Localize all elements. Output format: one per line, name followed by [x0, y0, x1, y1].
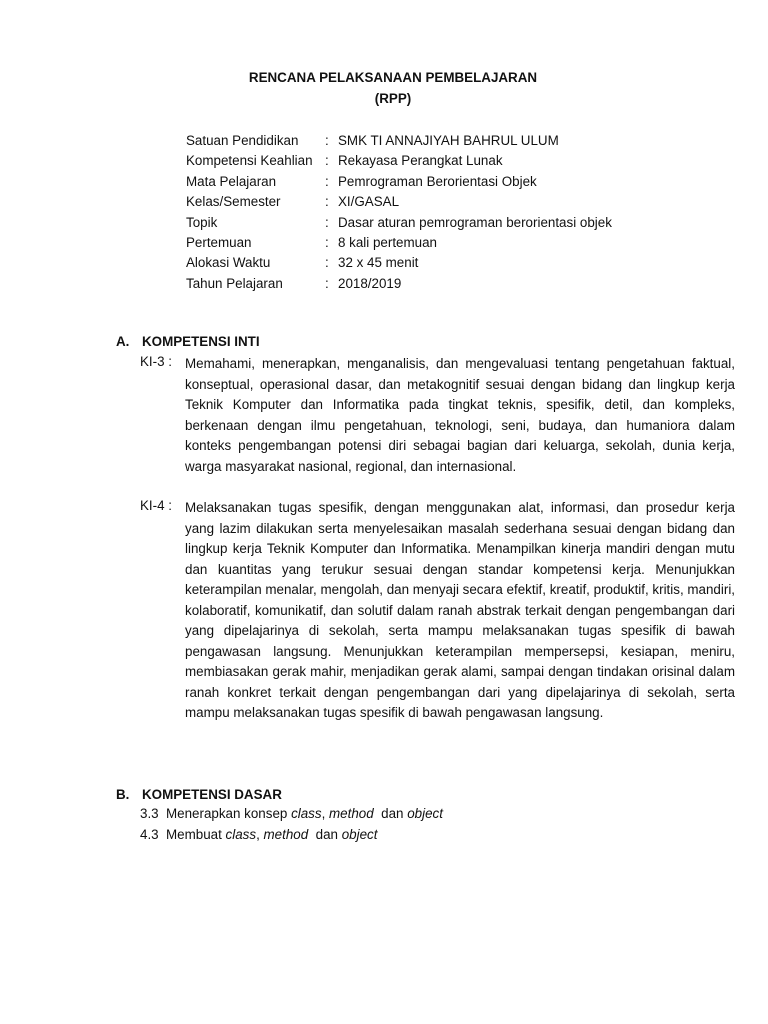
identity-value: XI/GASAL	[338, 194, 400, 210]
identity-value: SMK TI ANNAJIYAH BAHRUL ULUM	[338, 133, 559, 148]
kd-term: method	[263, 827, 309, 842]
identity-colon: :	[325, 173, 329, 189]
identity-colon: :	[325, 153, 329, 169]
kd-term: class	[291, 806, 322, 821]
identity-row	[186, 213, 612, 233]
identity-value: Dasar aturan pemrograman berorientasi objek	[338, 214, 612, 230]
identity-table	[186, 131, 612, 294]
kd-term: method	[329, 806, 374, 821]
identity-row	[186, 151, 612, 171]
section-heading-kompetensi-inti	[116, 334, 260, 349]
kd-term: object	[407, 806, 443, 821]
kd-item-4-3	[140, 827, 377, 842]
kd-separator: dan	[373, 806, 408, 821]
kd-term: object	[341, 827, 378, 842]
section-heading-kompetensi-dasar	[116, 787, 282, 802]
identity-row	[186, 192, 612, 212]
identity-colon: :	[325, 255, 329, 271]
ki-3-label: KI-3 :	[140, 354, 172, 369]
ki-3-text: Memahami, menerapkan, menganalisis, dan mengevaluasi tentang pengetahuan faktual, konseptual, operasional dasar, dan metakognitif sesuai dengan bidang dan lingkup kerja Teknik Komputer dan Informatika pada tingkat teknis, spesifik, detil, dan kompleks, berkenaan dengan ilmu pengetahuan, teknologi, seni, budaya, dan humaniora dalam konteks pengembangan potensi diri sebagai bagian dari keluarga, sekolah, dunia kerja, warga masyarakat nasional, regional, dan internasional.	[185, 356, 735, 474]
kd-text: Membuat	[166, 827, 226, 842]
identity-label: Tahun Pelajaran	[186, 275, 283, 291]
identity-label: Satuan Pendidikan	[186, 133, 299, 148]
ki-4-label: KI-4 :	[140, 498, 172, 513]
identity-label: Kelas/Semester	[186, 194, 281, 210]
identity-label: Kompetensi Keahlian	[186, 153, 313, 169]
identity-row	[186, 172, 612, 192]
ki-4-text: Melaksanakan tugas spesifik, dengan menggunakan alat, informasi, dan prosedur kerja yang lazim dilakukan serta menyelesaikan masalah sederhana sesuai dengan bidang dan lingkup kerja Teknik Komputer dan Informatika. Menampilkan kinerja mandiri dengan mutu dan kuantitas yang terukur sesuai dengan standar kompetensi kerja. Menunjukkan keterampilan menalar, mengolah, dan menyaji secara efektif, kreatif, produktif, kritis, mandiri, kolaboratif, komunikatif, dan solutif dalam ranah abstrak terkait dengan pengembangan dari yang dipelajarinya di sekolah, serta mampu melaksanakan tugas spesifik di bawah pengawasan langsung. Menunjukkan keterampilan mempersepsi, kesiapan, meniru, membiasakan gerak mahir, menjadikan gerak alami, sampai dengan tindakan orisinal dalam ranah konkret terkait dengan pengembangan dari yang dipelajarinya di sekolah, serta mampu melaksanakan tugas spesifik di bawah pengawasan langsung.	[185, 500, 736, 720]
identity-label: Mata Pelajaran	[186, 173, 277, 189]
identity-row	[186, 274, 612, 294]
section-letter: B.	[116, 787, 130, 802]
kd-number: 3.3	[140, 806, 159, 821]
identity-label: Topik	[186, 214, 218, 230]
identity-colon: :	[325, 133, 329, 148]
identity-row	[186, 253, 612, 273]
identity-value: Pemrograman Berorientasi Objek	[338, 173, 537, 189]
kd-separator: ,	[256, 827, 264, 842]
kd-item-3-3	[140, 806, 443, 821]
kd-separator: dan	[308, 827, 342, 842]
identity-value: 8 kali pertemuan	[338, 234, 437, 250]
identity-colon: :	[325, 234, 329, 250]
identity-value: Rekayasa Perangkat Lunak	[338, 153, 503, 169]
kd-number: 4.3	[140, 827, 159, 842]
kd-term: class	[225, 827, 257, 842]
identity-colon: :	[325, 194, 329, 210]
identity-row	[186, 131, 612, 151]
identity-label: Alokasi Waktu	[186, 255, 271, 271]
identity-colon: :	[325, 214, 329, 230]
section-letter: A.	[116, 334, 130, 349]
identity-label: Pertemuan	[186, 234, 252, 250]
kd-separator: ,	[321, 806, 330, 821]
identity-row	[186, 233, 612, 253]
section-title: KOMPETENSI INTI	[142, 334, 260, 349]
kd-text: Menerapkan konsep	[166, 806, 292, 821]
identity-value: 32 x 45 menit	[338, 255, 419, 271]
document-title: RENCANA PELAKSANAAN PEMBELAJARAN	[248, 70, 538, 85]
identity-value: 2018/2019	[338, 275, 402, 291]
section-title: KOMPETENSI DASAR	[142, 787, 282, 802]
document-subtitle: (RPP)	[374, 91, 412, 106]
identity-colon: :	[325, 275, 329, 291]
